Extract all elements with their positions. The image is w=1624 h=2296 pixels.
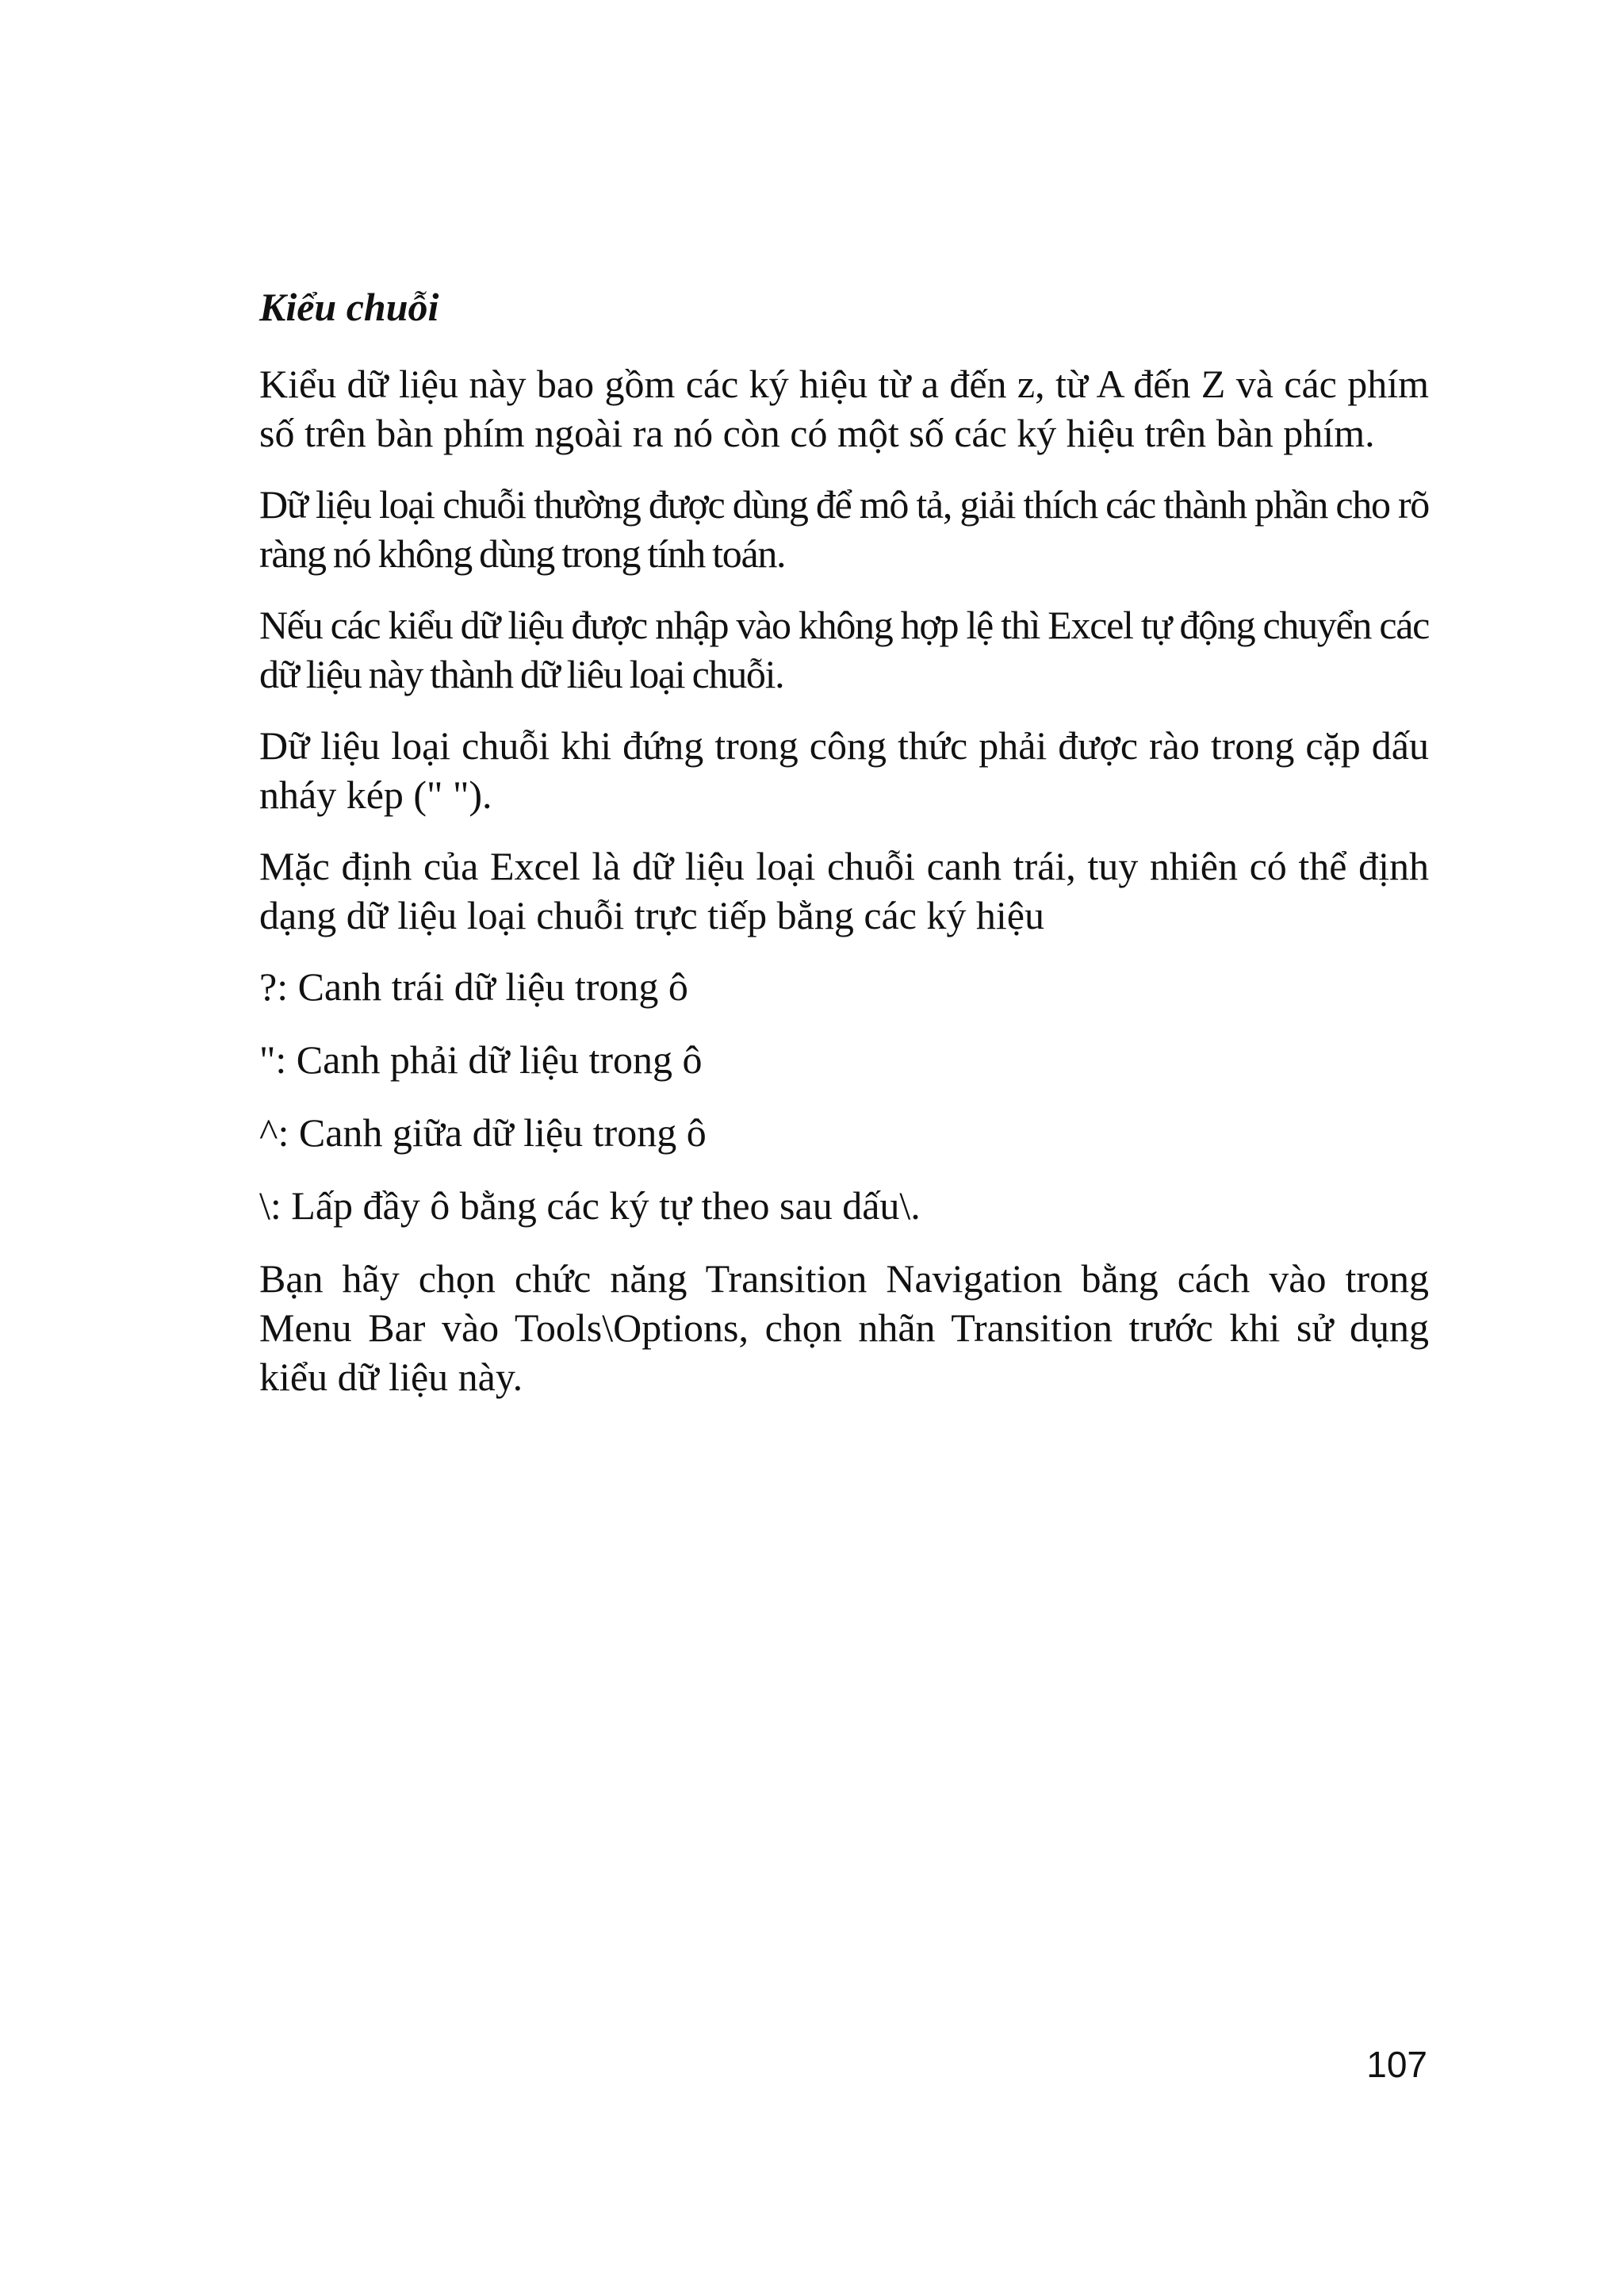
list-item-fill: \: Lấp đầy ô bằng các ký tự theo sau dấu\. bbox=[259, 1183, 921, 1228]
paragraph-string-usage: Dữ liệu loại chuỗi thường được dùng để mô tả, giải thích các thành phần cho rõ ràng nó không dùng trong tính toán. bbox=[259, 482, 1429, 576]
list-item-align-left: ?: Canh trái dữ liệu trong ô bbox=[259, 964, 688, 1009]
paragraph-formula-quotes: Dữ liệu loại chuỗi khi đứng trong công thức phải được rào trong cặp dấu nháy kép (" "). bbox=[259, 723, 1429, 817]
page-number: 107 bbox=[1366, 2044, 1427, 2085]
paragraph-invalid-conversion: Nếu các kiểu dữ liệu được nhập vào không hợp lệ thì Excel tự động chuyển các dữ liệu này thành dữ liêu loại chuỗi. bbox=[259, 603, 1429, 696]
paragraph-default-alignment: Mặc định của Excel là dữ liệu loại chuỗi canh trái, tuy nhiên có thể định dạng dữ liệu loại chuỗi trực tiếp bằng các ký hiệu bbox=[259, 844, 1429, 937]
section-heading: Kiểu chuỗi bbox=[259, 285, 439, 329]
list-item-align-center: ^: Canh giữa dữ liệu trong ô bbox=[259, 1110, 707, 1155]
list-item-align-right: ": Canh phải dữ liệu trong ô bbox=[259, 1037, 703, 1082]
paragraph-string-definition: Kiểu dữ liệu này bao gồm các ký hiệu từ a đến z, từ A đến Z và các phím số trên bàn phím ngoài ra nó còn có một số các ký hiệu trên bàn phím. bbox=[259, 362, 1429, 455]
paragraph-transition-navigation: Bạn hãy chọn chức năng Transition Navigation bằng cách vào trong Menu Bar vào Tools\Options, chọn nhãn Transition trước khi sử dụng kiểu dữ liệu này. bbox=[259, 1256, 1429, 1399]
page-body bbox=[259, 282, 1429, 1424]
